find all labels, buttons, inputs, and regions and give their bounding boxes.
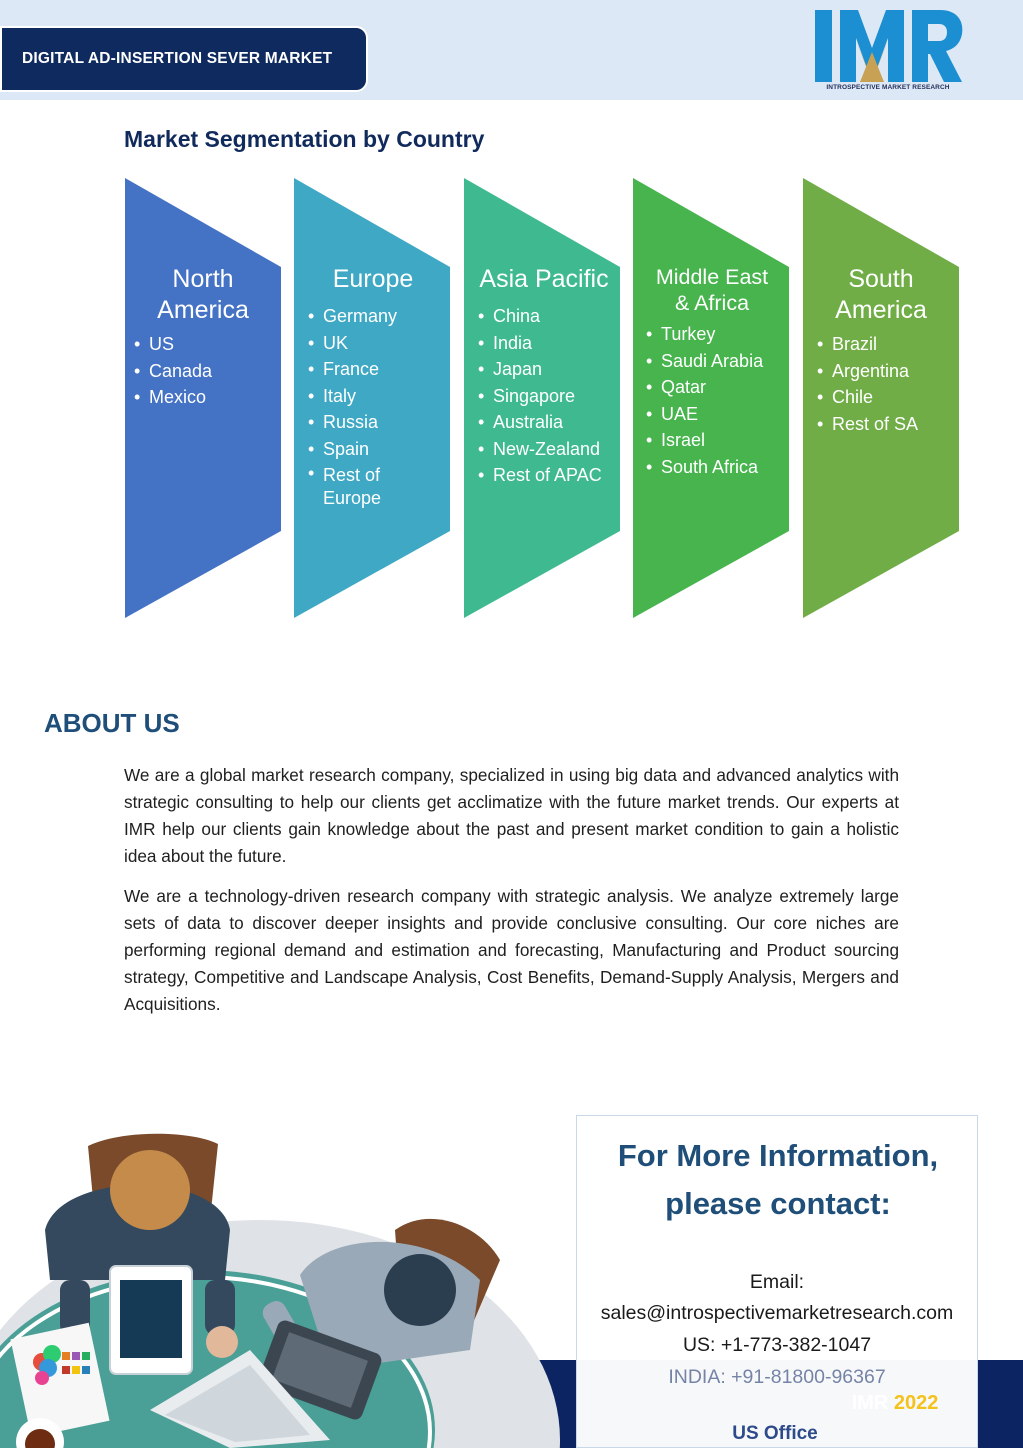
country-item: • Australia [478,409,610,436]
country-item: • India [478,330,610,357]
footer-brand [820,1392,970,1415]
us-phone[interactable]: US: +1-773-382-1047 [682,1334,872,1356]
country-item: • Japan [478,356,610,383]
segmentation-title: Market Segmentation by Country [124,126,485,152]
country-item: • Italy [308,383,438,410]
country-item: • Israel [646,427,778,454]
region-name: North America [157,265,249,324]
imr-logo [812,8,964,96]
country-item: • Rest of Europe [308,462,393,510]
region-middle-east-africa [646,264,778,480]
contact-heading-line1: For More Information, [617,1138,939,1173]
meeting-illustration [0,1110,580,1448]
email-link[interactable]: sales@introspectivemarketresearch.com [600,1302,954,1324]
region-name: Europe [332,265,414,293]
report-title-banner [0,26,368,92]
country-list [478,303,610,489]
country-item: • Chile [817,384,945,411]
country-item: • Russia [308,409,438,436]
country-list [817,331,945,437]
about-body [124,762,899,1031]
region-north-america [134,264,272,411]
country-item: • Saudi Arabia [646,348,778,375]
country-item: • UK [308,330,438,357]
country-item: • New-Zealand [478,436,610,463]
region-name: Middle East & Africa [655,265,769,315]
report-title: DIGITAL AD-INSERTION SEVER MARKET [22,50,333,67]
about-paragraph: We are a global market research company, specialized in using big data and advanced analytics with strategic consulting to help our clients get acclimatize with the future market trends. Our experts at IMR help our clients gain knowledge about the past and present market condition to gain a holistic idea about the future. [124,765,899,866]
country-list [308,303,438,510]
region-asia-pacific [478,264,610,489]
country-item: • Argentina [817,358,945,385]
region-south-america [817,264,945,437]
us-office-label: US Office [732,1423,818,1444]
footer-brand-name: IMR [851,1392,889,1414]
country-item: • Spain [308,436,438,463]
logo-subtitle: INTROSPECTIVE MARKET RESEARCH [826,84,950,91]
country-list [134,331,272,411]
email-label: Email: [749,1271,805,1293]
region-europe [308,264,438,510]
region-name: South America [835,265,927,324]
country-item: • South Africa [646,454,778,481]
country-item: • Qatar [646,374,778,401]
about-title: ABOUT US [44,708,180,738]
country-item: • US [134,331,272,358]
country-item: • Canada [134,358,272,385]
country-item: • UAE [646,401,778,428]
contact-heading-line2: please contact: [665,1186,891,1221]
country-list [646,321,778,480]
country-item: • Brazil [817,331,945,358]
about-paragraph: We are a technology-driven research company with strategic analysis. We analyze extremely large sets of data to discover deeper insights and provide conclusive consulting. Our core niches are performing regional demand and estimation and forecasting, Manufacturing and Product sourcing strategy, Competitive and Landscape Analysis, Cost Benefits, Demand-Supply Analysis, Mergers and Acquisitions. [124,886,899,1014]
country-item: • Turkey [646,321,778,348]
country-item: • France [308,356,438,383]
contact-heading [577,1132,979,1228]
india-phone[interactable]: INDIA: +91-81800-96367 [668,1366,886,1388]
country-item: • Mexico [134,384,272,411]
country-item: • Rest of APAC [478,462,610,489]
country-item: • Singapore [478,383,610,410]
region-name: Asia Pacific [479,265,609,293]
country-item: • Germany [308,303,438,330]
footer-year: 2022 [893,1392,939,1414]
country-item: • China [478,303,610,330]
country-item: • Rest of SA [817,411,945,438]
